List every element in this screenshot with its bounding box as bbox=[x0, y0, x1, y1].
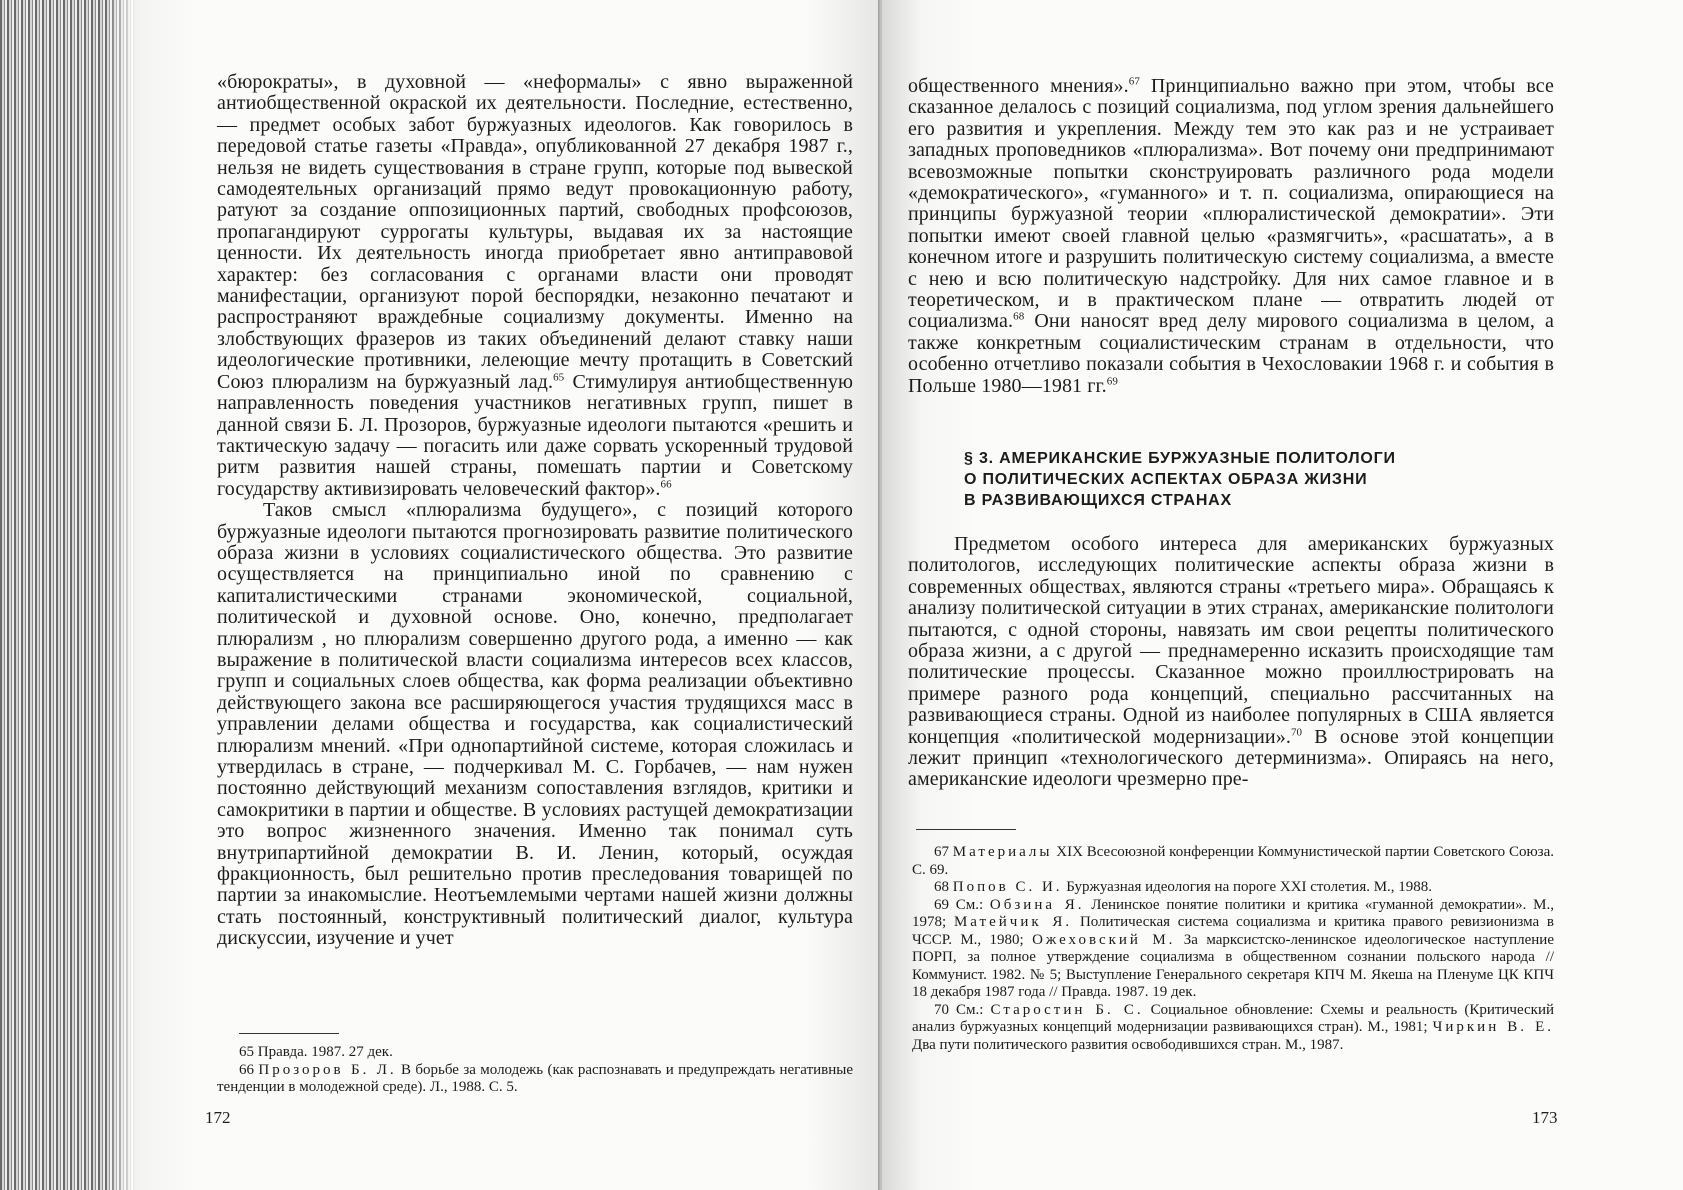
page-edges bbox=[0, 0, 135, 1190]
footnote-ref-66: 66 bbox=[660, 478, 672, 491]
footnote-69-d: За марксистско-ленинское идеологическое наступление ПОРП, за полное утверждение социализма в общественном сознании польского народа // Коммунист. 1982. № 5; Выступление Генерального секретаря КПЧ М. Якеша на Пленуме ЦК КПЧ 18 декабря 1987 года // Правда. 1987. 19 дек. bbox=[912, 931, 1554, 1000]
right-paragraph-1 bbox=[908, 76, 1554, 397]
section-heading-line-2: О ПОЛИТИЧЕСКИХ АСПЕКТАХ ОБРАЗА ЖИЗНИ bbox=[964, 471, 1368, 488]
footnote-ref-68: 68 bbox=[1013, 310, 1025, 323]
left-page-body bbox=[217, 72, 853, 950]
right-page-body-bottom bbox=[908, 534, 1554, 791]
section-heading-line-3: В РАЗВИВАЮЩИХСЯ СТРАНАХ bbox=[964, 492, 1233, 509]
footnote-ref-69: 69 bbox=[1106, 375, 1118, 388]
right-footnote-rule bbox=[916, 829, 1016, 830]
right-page-number: 173 bbox=[1532, 1108, 1558, 1127]
right-footnotes bbox=[912, 844, 1554, 1054]
footnote-67 bbox=[912, 844, 1554, 879]
footnote-67-spaced: Материалы bbox=[952, 844, 1053, 860]
footnote-ref-67: 67 bbox=[1128, 75, 1140, 88]
left-page bbox=[135, 0, 880, 1190]
footnote-69-c: Политическая система социализма и критика правого ревизионизма в ЧССР. М., 1980; bbox=[912, 914, 1554, 948]
footnote-67-num: 67 bbox=[934, 844, 953, 860]
footnote-69-b: Ленинское понятие политики и критика «гуманной демократии». М., 1978; bbox=[912, 896, 1554, 930]
right-paragraph-2b-text: В основе этой концепции лежит принцип «технологического детерминизма». Опираясь на него, американские идеологи чрезмерно пре- bbox=[908, 725, 1554, 791]
right-paragraph-1b-text: Принципиально важно при этом, чтобы все сказанное делалось с позиций социализма, под углом зрения дальнейшего его развития и укрепления. Между тем это как раз и не устраивает западных проповедников «плюрализма». Вот почему они предпринимают всевозможные попытки сконструировать различного рода модели «демократического», «гуманного» и т. п. социализма, опирающиеся на принципы буржуазной теории «плюралистической демократии». Эти попытки имеют своей главной целью «размягчить», «расшатать», а в конечном итоге и разрушить политическую систему социализма, а вместе с нею и всю политическую надстройку. Для них самое главное и в теоретическом, и в практическом плане — отвратить людей от социализма. bbox=[908, 75, 1554, 333]
right-paragraph-2-text: Предметом особого интереса для американских буржуазных политологов, исследующих политические аспекты образа жизни в современных обществах, являются страны «третьего мира». Обращаясь к анализу политической ситуации в этих странах, американские политологи пытаются, с одной стороны, навязать им свои рецепты политического образа жизни, а с другой — преднамеренно исказить происходящие там политические процессы. Сказанное можно проиллюстрировать на примере разного рода концепций, специально рассчитанных на развивающиеся страны. Одной из наиболее популярных в США является концепция «политической модернизации». bbox=[908, 533, 1554, 748]
footnote-68-rest: Буржуазная идеология на пороге XXI столетия. М., 1988. bbox=[1062, 879, 1433, 895]
footnote-69-spaced-1: Обзина Я. bbox=[989, 896, 1085, 913]
right-paragraph-1c-text: Они наносят вред делу мирового социализма в целом, а также конкретным социалистическим странам в отдельности, что особенно отчетливо показали события в Чехословакии 1968 г. и события в Польше 1980—1981 гг. bbox=[908, 310, 1554, 397]
footnote-69-spaced-2: Матейчик Я. bbox=[953, 914, 1073, 930]
footnote-70-a: 70 См.: bbox=[934, 1001, 991, 1018]
footnote-66 bbox=[217, 1062, 853, 1097]
footnote-70-spaced-1: Старостин Б. С. bbox=[990, 1001, 1144, 1018]
footnote-69-spaced-3: Ожеховский М. bbox=[1032, 931, 1176, 948]
footnote-66-rest: В борьбе за молодежь (как распознавать и предупреждать негативные тенденции в молодежной среде). Л., 1988. С. 5. bbox=[217, 1061, 853, 1095]
footnote-70 bbox=[912, 1002, 1554, 1055]
footnote-ref-65: 65 bbox=[553, 371, 565, 384]
left-page-number: 172 bbox=[205, 1108, 231, 1127]
section-heading-line-1: § 3. АМЕРИКАНСКИЕ БУРЖУАЗНЫЕ ПОЛИТОЛОГИ bbox=[964, 450, 1396, 467]
footnote-70-c: Два пути политического развития освободившихся стран. М., 1987. bbox=[912, 1036, 1344, 1053]
footnote-ref-70: 70 bbox=[1290, 726, 1303, 738]
left-footnote-rule bbox=[239, 1033, 339, 1034]
footnote-70-spaced-2: Чиркин В. Е. bbox=[1432, 1019, 1554, 1035]
footnote-69-a: 69 См.: bbox=[934, 896, 990, 913]
left-paragraph-1 bbox=[217, 72, 853, 500]
left-paragraph-1-text: «бюрократы», в духовной — «неформалы» с явно выраженной антиобщественной окраской их деятельности. Последние, естественно, — предмет особых забот буржуазных идеологов. Как говорилось в передовой статье газеты «Правда», опубликованной 27 декабря 1987 г., нельзя не видеть существования в стране групп, которые под вывеской самодеятельных организаций прямо ведут провокационную работу, ратуют за создание оппозиционных партий, свободных профсоюзов, пропагандируют суррогаты культуры, выдавая их за настоящие ценности. Их деятельность иногда приобретает явно антиправовой характер: без согласования с органами власти они проводят манифестации, организуют порой беспорядки, незаконно печатают и распространяют враждебные социализму документы. Именно на злобствующих фразеров из таких объединений делают ставку наши идеологические противники, лелеющие мечту протащить в Советский Союз плюрализм на буржуазный лад. bbox=[217, 71, 853, 393]
left-paragraph-2: Таков смысл «плюрализма будущего», с позиций которого буржуазные идеологи пытаются прогнозировать развитие политического образа жизни в условиях социалистического общества. Это развитие осуществляется на принципиально иной по сравнению с капиталистическими странами экономической, социальной, политической и духовной основе. Оно, конечно, предполагает плюрализм , но плюрализм совершенно другого рода, а именно — как выражение в политической власти социализма интересов всех классов, групп и социальных слоев общества, как форма реализации объективно действующего закона все расширяющегося участия трудящихся масс в управлении делами общества и государства, как социалистический плюрализм мнений. «При однопартийной системе, которая сложилась и утвердилась в стране, — подчеркивал М. С. Горбачев, — нам нужен постоянно действующий механизм сопоставления взглядов, критики и самокритики в партии и обществе. В условиях растущей демократизации это вопрос жизненного значения. Именно так понимал суть внутрипартийной демократии В. И. Ленин, который, осуждая фракционность, был решительно против преследования товарищей по партии за инакомыслие. Неотъемлемыми чертами нашей жизни должны стать постоянный, конструктивный политический диалог, культура дискуссии, изучение и учет bbox=[217, 499, 853, 950]
footnote-70-b: Социальное обновление: Схемы и реальность (Критический анализ буржуазных концепций модернизации развивающихся стран). М., 1981; bbox=[912, 1001, 1555, 1035]
section-heading bbox=[964, 448, 1524, 511]
right-paragraph-1-text: общественного мнения». bbox=[908, 75, 1129, 97]
footnote-68-spaced: Попов С. И. bbox=[952, 879, 1063, 895]
footnote-68-num: 68 bbox=[934, 879, 953, 895]
footnote-66-author: Прозоров Б. Л. bbox=[258, 1061, 397, 1078]
right-page bbox=[882, 0, 1683, 1190]
footnote-67-rest: XIX Всесоюзной конференции Коммунистической партии Советского Союза. С. 69. bbox=[912, 844, 1554, 878]
footnote-65: 65 Правда. 1987. 27 дек. bbox=[239, 1044, 393, 1060]
right-page-body-top bbox=[908, 76, 1554, 397]
right-paragraph-2 bbox=[908, 534, 1554, 791]
footnote-68 bbox=[912, 879, 1554, 897]
left-paragraph-1b-text: Стимулируя антиобщественную направленность поведения участников негативных групп, пишет в данной связи Б. Л. Прозоров, буржуазные идеологи пытаются «решить и тактическую задачу — погасить или даже сорвать ускоренный трудовой ритм развития нашей страны, помешать партии и Советскому государству активизировать человеческий фактор». bbox=[217, 370, 853, 500]
footnote-69 bbox=[912, 897, 1554, 1002]
footnote-66-num: 66 bbox=[239, 1061, 259, 1078]
left-footnotes bbox=[217, 1044, 853, 1097]
